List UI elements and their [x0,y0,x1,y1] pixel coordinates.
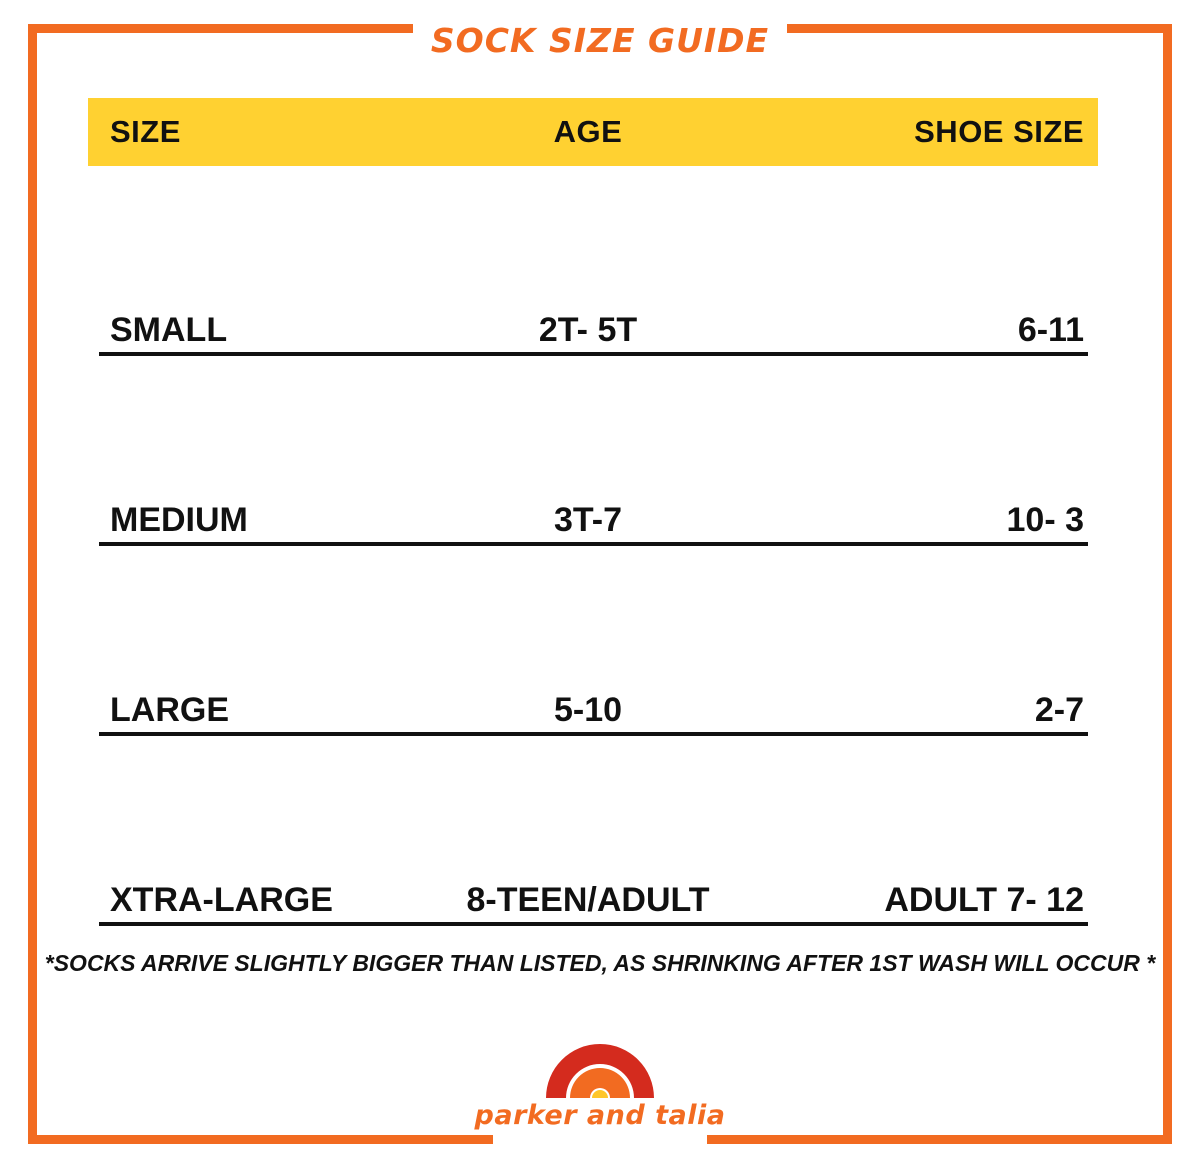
cell-age: 5-10 [553,691,623,729]
row-divider [99,922,1088,926]
cell-shoe-size: ADULT 7- 12 [884,881,1084,919]
rainbow-arch-icon [540,1020,660,1098]
column-header-shoe-size: SHOE SIZE [914,114,1084,149]
column-header-age: AGE [553,114,623,149]
cell-shoe-size: 2-7 [1034,691,1084,729]
size-guide-table [88,98,1098,926]
brand-name: parker and talia [474,1100,726,1131]
cell-age: 2T- 5T [538,311,638,349]
table-body [88,166,1098,926]
cell-size: LARGE [110,691,229,729]
cell-size: SMALL [110,311,228,349]
table-row [88,356,1098,546]
frame-bottom-left-border [28,1135,493,1144]
cell-size: XTRA-LARGE [110,881,333,919]
table-row [88,166,1098,356]
table-header-row [88,98,1098,166]
page-title: SOCK SIZE GUIDE [430,21,770,60]
cell-shoe-size: 10- 3 [1006,501,1084,539]
column-header-size: SIZE [110,114,181,149]
table-row [88,546,1098,736]
table-row [88,736,1098,926]
cell-age: 3T-7 [553,501,623,539]
brand-logo [0,1020,1200,1131]
cell-age: 8-TEEN/ADULT [466,881,710,919]
cell-shoe-size: 6-11 [1017,311,1084,349]
cell-size: MEDIUM [110,501,248,539]
footnote-text: *SOCKS ARRIVE SLIGHTLY BIGGER THAN LISTED, AS SHRINKING AFTER 1ST WASH WILL OCCUR * [44,950,1156,976]
frame-bottom-right-border [707,1135,1172,1144]
